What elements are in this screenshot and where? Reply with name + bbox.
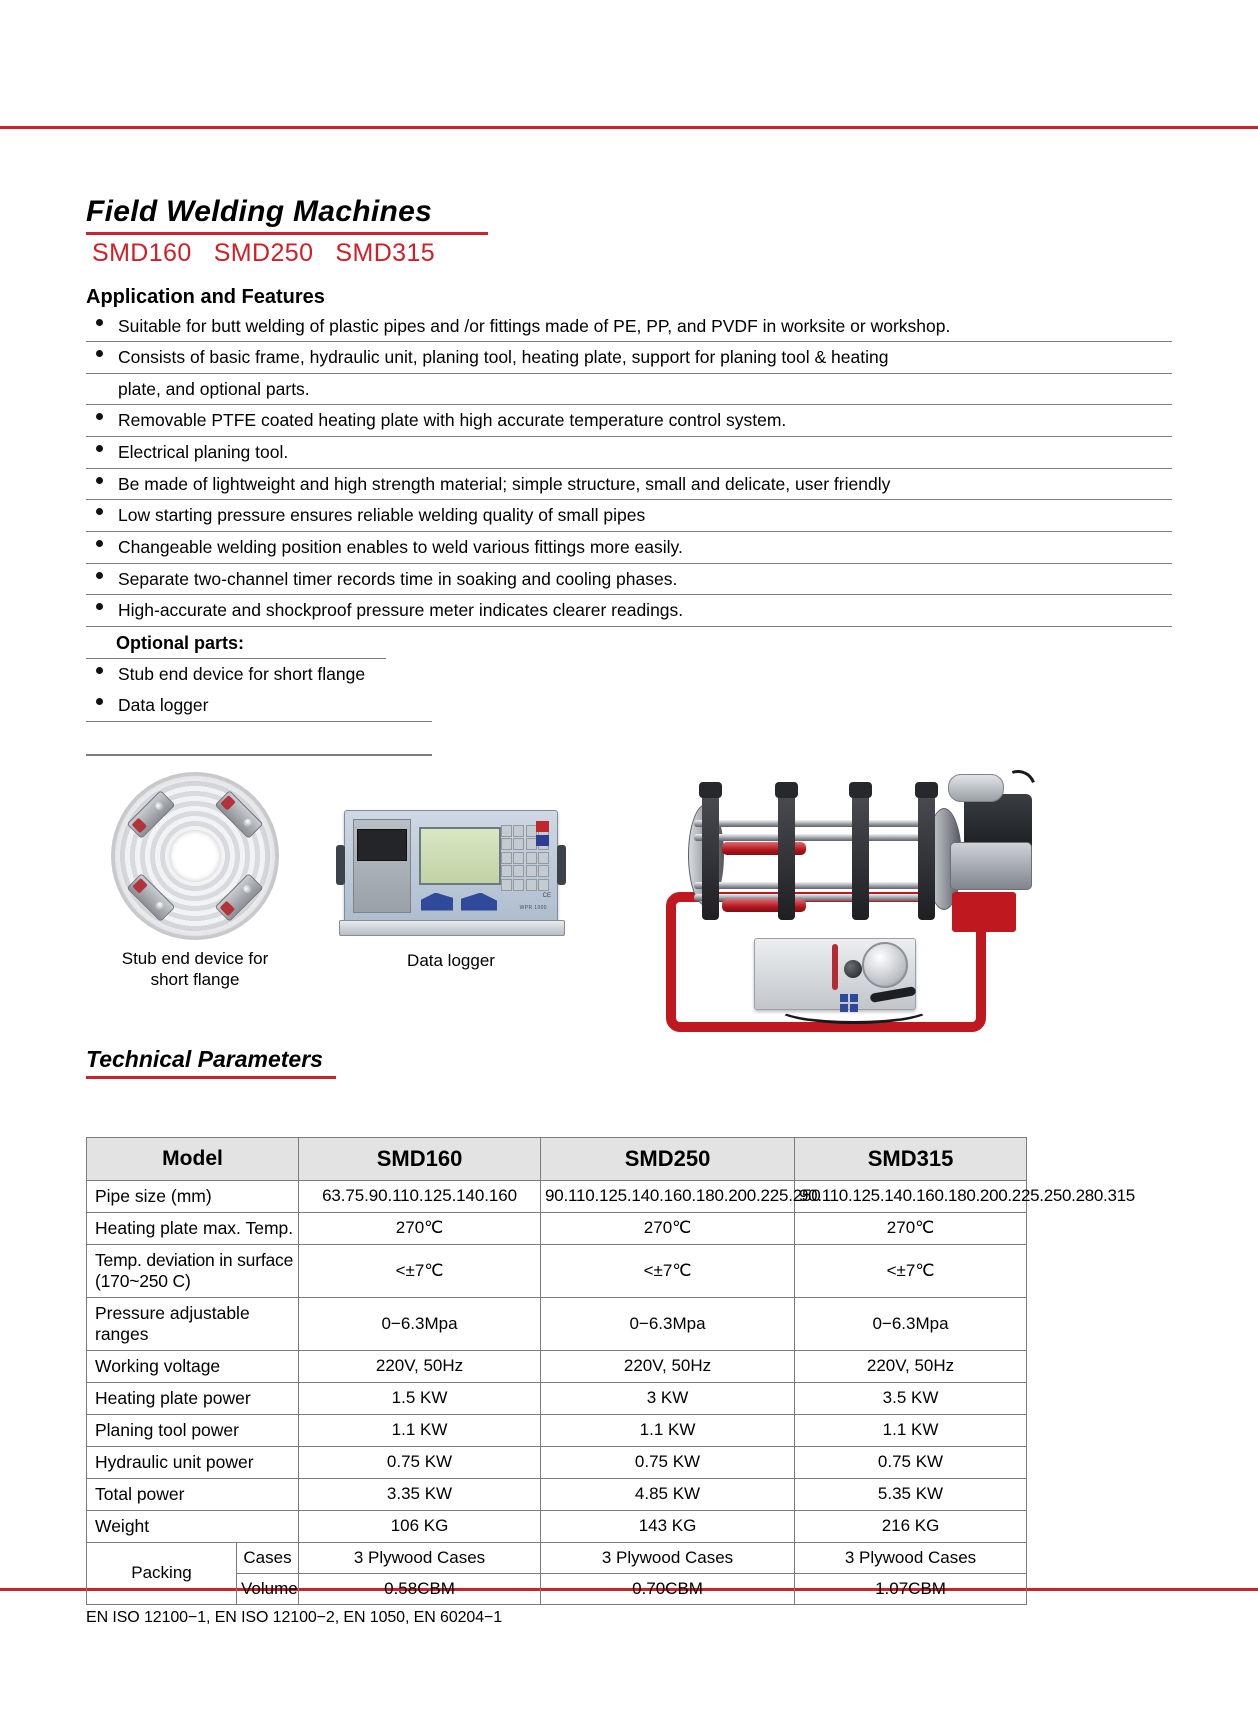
optional-list-rule-1: [86, 721, 432, 723]
data-logger-figure: [336, 810, 566, 971]
ce-mark: CE: [542, 892, 551, 899]
guide-rail: [694, 882, 934, 889]
keypad-key: [501, 852, 512, 864]
blue-key: [536, 835, 549, 846]
stub-end-device-image: [111, 772, 279, 940]
row-value: 216 KG: [795, 1510, 1027, 1542]
screen-graphic-left: [421, 893, 453, 911]
bullet-icon: [96, 540, 103, 547]
bullet-icon: [96, 445, 103, 452]
list-item: [86, 500, 1172, 532]
header-smd315: SMD315: [795, 1137, 1027, 1180]
keypad-key: [538, 879, 549, 891]
keypad-key: [526, 825, 537, 837]
title-underline: [86, 232, 488, 235]
keypad-key: [538, 865, 549, 877]
keypad-key: [513, 852, 524, 864]
feature-text: Low starting pressure ensures reliable welding quality of small pipes: [118, 505, 646, 526]
keypad-key: [526, 838, 537, 850]
keypad-key: [526, 879, 537, 891]
list-item-continuation: [86, 374, 1172, 406]
table-row: [87, 1350, 1027, 1382]
row-value: 1.07CBM: [795, 1573, 1027, 1604]
keypad-key: [513, 838, 524, 850]
keypad-key: [501, 865, 512, 877]
title-block: [86, 196, 1172, 268]
row-value: 90.110.125.140.160.180.200.225.250.280.315: [795, 1180, 1027, 1212]
row-value: 0.58CBM: [299, 1573, 541, 1604]
keypad-key: [526, 852, 537, 864]
table-row-packing-cases: [87, 1542, 1027, 1573]
row-label: Heating plate max. Temp.: [87, 1212, 299, 1244]
planer-disc: [950, 842, 1032, 890]
row-value: 270℃: [299, 1212, 541, 1244]
planer-motor: [948, 774, 1004, 802]
keypad-key: [501, 879, 512, 891]
row-value: 1.1 KW: [299, 1414, 541, 1446]
row-value: <±7℃: [795, 1244, 1027, 1297]
row-value: 4.85 KW: [541, 1478, 795, 1510]
optional-item-text: Data logger: [118, 694, 209, 715]
tech-params-block: [86, 1042, 1172, 1079]
row-value: 63.75.90.110.125.140.160: [299, 1180, 541, 1212]
row-value: 270℃: [795, 1212, 1027, 1244]
clamp-jaw: [127, 790, 176, 839]
row-value: 3.5 KW: [795, 1382, 1027, 1414]
keypad-key: [513, 825, 524, 837]
keypad-key: [501, 838, 512, 850]
keypad-key: [538, 852, 549, 864]
logger-stand: [339, 920, 565, 936]
feature-text: Separate two-channel timer records time in soaking and cooling phases.: [118, 568, 678, 589]
logger-model-text: WPR 1000: [519, 904, 547, 911]
row-value: 0−6.3Mpa: [299, 1297, 541, 1350]
list-item: [86, 690, 1172, 721]
clamp-jaw: [127, 873, 176, 922]
optional-list-rule-2: [86, 754, 432, 756]
control-knob: [844, 960, 862, 978]
list-item: [86, 342, 1172, 374]
list-item: [86, 595, 1172, 627]
row-value: <±7℃: [541, 1244, 795, 1297]
row-label: Weight: [87, 1510, 299, 1542]
planing-tool: [944, 768, 1040, 898]
row-label: Planing tool power: [87, 1414, 299, 1446]
technical-parameters-table: [86, 1137, 1135, 1605]
row-value: 0.75 KW: [299, 1446, 541, 1478]
bullet-icon: [96, 667, 103, 674]
row-value: 220V, 50Hz: [299, 1350, 541, 1382]
feature-text: Consists of basic frame, hydraulic unit, planing tool, heating plate, support for planing tool & heating: [118, 347, 889, 368]
row-value: 220V, 50Hz: [795, 1350, 1027, 1382]
features-list: [86, 311, 1172, 627]
clamp-jaw: [215, 873, 264, 922]
list-item: [86, 405, 1172, 437]
bullet-icon: [96, 572, 103, 579]
table-row: [87, 1180, 1027, 1212]
row-value: 3 Plywood Cases: [299, 1542, 541, 1573]
keypad-key: [526, 865, 537, 877]
page-top-rule: [0, 126, 1258, 129]
list-item: [86, 532, 1172, 564]
table-row: [87, 1212, 1027, 1244]
feature-text: Removable PTFE coated heating plate with high accurate temperature control system.: [118, 410, 787, 431]
guide-rail: [694, 820, 934, 827]
pressure-gauge: [862, 942, 908, 988]
screen-graphic-right: [461, 893, 497, 911]
printer-slot: [357, 829, 407, 861]
header-model: Model: [87, 1137, 299, 1180]
row-value: 3 Plywood Cases: [795, 1542, 1027, 1573]
feature-text: plate, and optional parts.: [118, 378, 310, 399]
clamp-jaw: [215, 790, 264, 839]
row-value: 3.35 KW: [299, 1478, 541, 1510]
row-value: 1.1 KW: [795, 1414, 1027, 1446]
standards-line: EN ISO 12100−1, EN ISO 12100−2, EN 1050, EN 60204−1: [86, 1608, 503, 1626]
table-row: [87, 1510, 1027, 1542]
packing-label: Packing: [87, 1542, 237, 1604]
row-value: 1.1 KW: [541, 1414, 795, 1446]
optional-item-text: Stub end device for short flange: [118, 664, 366, 685]
header-smd160: SMD160: [299, 1137, 541, 1180]
row-value: 143 KG: [541, 1510, 795, 1542]
row-value: 0−6.3Mpa: [795, 1297, 1027, 1350]
logger-screen: [419, 827, 501, 885]
page-title: Field Welding Machines: [86, 195, 433, 228]
caption-line-2: short flange: [150, 969, 240, 989]
pipe-clamp: [778, 792, 795, 920]
bullet-icon: [96, 698, 103, 705]
optional-parts-list: [86, 659, 1172, 720]
row-label: Hydraulic unit power: [87, 1446, 299, 1478]
list-item: [86, 311, 1172, 343]
keypad-key: [513, 879, 524, 891]
table-header-row: [87, 1137, 1027, 1180]
caption-line-1: Stub end device for: [121, 948, 269, 968]
page-content: [86, 196, 1172, 1627]
row-label: Total power: [87, 1478, 299, 1510]
hydraulic-hoses: [776, 992, 932, 1024]
logger-handle-right: [557, 845, 566, 885]
row-value: 106 KG: [299, 1510, 541, 1542]
feature-text: Suitable for butt welding of plastic pipes and /or fittings made of PE, PP, and PVDF in worksite or workshop.: [118, 315, 951, 336]
row-value: 220V, 50Hz: [541, 1350, 795, 1382]
packing-sub-label: Cases: [237, 1542, 299, 1573]
pipe-clamp: [852, 792, 869, 920]
row-label: Pressure adjustable ranges: [87, 1297, 299, 1350]
bullet-icon: [96, 319, 103, 326]
row-value: <±7℃: [299, 1244, 541, 1297]
keypad-key: [501, 825, 512, 837]
list-item: [86, 469, 1172, 501]
bullet-icon: [96, 477, 103, 484]
bullet-icon: [96, 413, 103, 420]
table-row: [87, 1414, 1027, 1446]
feature-text: Electrical planing tool.: [118, 442, 289, 462]
welding-machine-image: [626, 742, 1046, 1042]
model-series-line: SMD160 SMD250 SMD315: [92, 238, 436, 267]
row-value: 1.5 KW: [299, 1382, 541, 1414]
bullet-icon: [96, 603, 103, 610]
row-value: 3 Plywood Cases: [541, 1542, 795, 1573]
tech-params-underline: [86, 1076, 336, 1079]
row-value: 5.35 KW: [795, 1478, 1027, 1510]
tech-params-heading: Technical Parameters: [86, 1045, 323, 1072]
figures-area: [86, 762, 1172, 1042]
table-row: [87, 1446, 1027, 1478]
table-row: [87, 1382, 1027, 1414]
feature-text: Changeable welding position enables to weld various fittings more easily.: [118, 536, 683, 557]
row-value: 0.75 KW: [795, 1446, 1027, 1478]
logger-handle-left: [336, 845, 345, 885]
bullet-icon: [96, 350, 103, 357]
row-value: 3 KW: [541, 1382, 795, 1414]
feature-text: Be made of lightweight and high strength material; simple structure, small and delicate, user friendly: [118, 473, 891, 494]
pipe-clamp: [702, 792, 719, 920]
list-item: [86, 564, 1172, 596]
data-logger-caption: Data logger: [407, 950, 495, 970]
header-smd250: SMD250: [541, 1137, 795, 1180]
feature-text: High-accurate and shockproof pressure meter indicates clearer readings.: [118, 600, 684, 621]
stub-end-caption: [100, 948, 290, 991]
table-row: [87, 1297, 1027, 1350]
list-item: [86, 659, 1172, 690]
row-label: Temp. deviation in surface (170~250 C): [87, 1244, 299, 1297]
row-value: 0.70CBM: [541, 1573, 795, 1604]
row-value: 90.110.125.140.160.180.200.225.250: [541, 1180, 795, 1212]
red-key: [536, 821, 549, 832]
guide-rail: [694, 834, 934, 841]
row-value: 0.75 KW: [541, 1446, 795, 1478]
packing-sub-label: Volume: [237, 1573, 299, 1604]
control-lever: [832, 944, 838, 990]
pipe-clamp: [918, 792, 935, 920]
features-heading: Application and Features: [86, 285, 325, 308]
stub-end-figure: [100, 772, 290, 991]
table-row: [87, 1478, 1027, 1510]
data-logger-image: [344, 810, 558, 924]
row-value: 270℃: [541, 1212, 795, 1244]
list-item: [86, 437, 1172, 469]
row-label: Heating plate power: [87, 1382, 299, 1414]
row-label: Pipe size (mm): [87, 1180, 299, 1212]
row-value: 0−6.3Mpa: [541, 1297, 795, 1350]
table-row: [87, 1244, 1027, 1297]
planer-stand: [952, 892, 1016, 932]
optional-parts-heading: Optional parts:: [116, 632, 245, 653]
bullet-icon: [96, 508, 103, 515]
keypad-key: [513, 865, 524, 877]
row-label: Working voltage: [87, 1350, 299, 1382]
